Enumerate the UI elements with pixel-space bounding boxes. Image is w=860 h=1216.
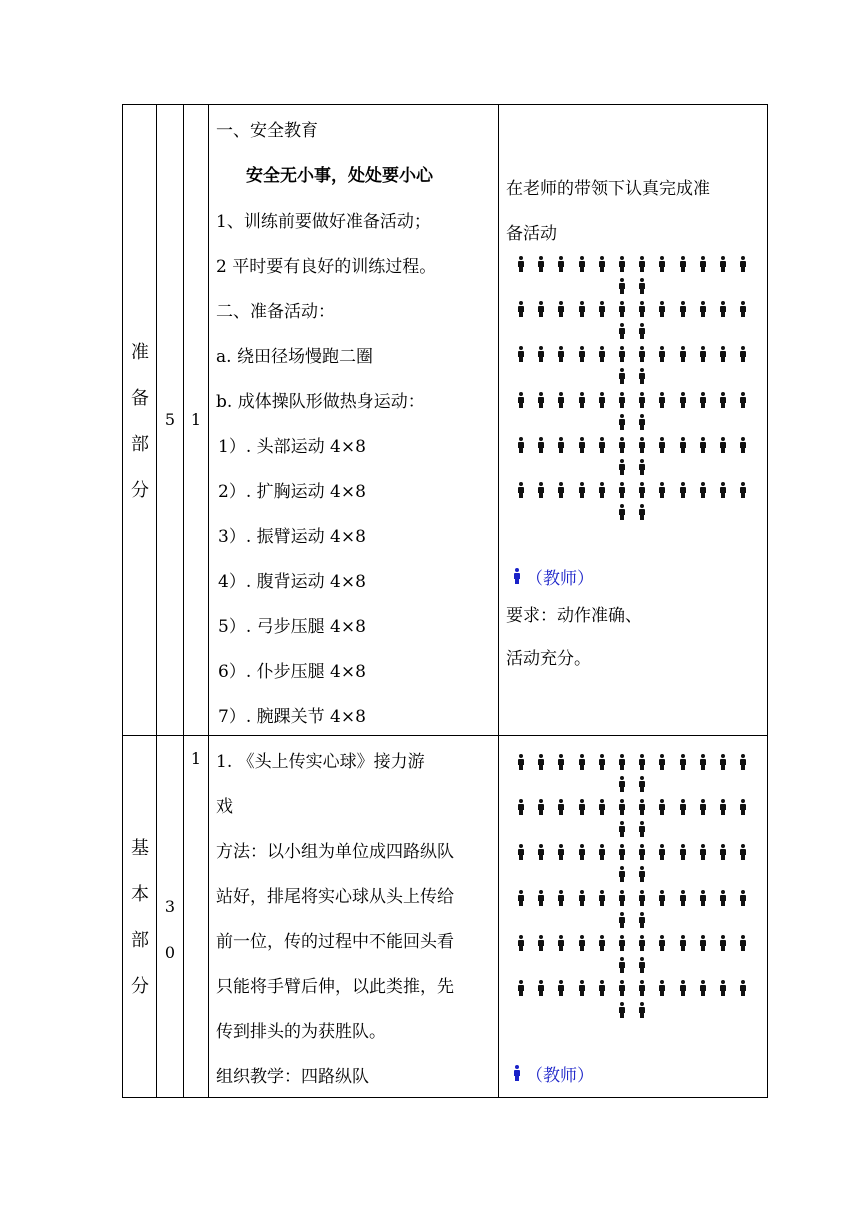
student-icon xyxy=(619,957,625,973)
student-icon xyxy=(639,414,645,430)
student-icon xyxy=(619,392,625,408)
student-icon xyxy=(639,459,645,475)
student-icon xyxy=(619,301,625,317)
student-icon xyxy=(680,890,686,906)
content-line: 1、训练前要做好准备活动； xyxy=(216,212,431,232)
content-line: a. 绕田径场慢跑二圈 xyxy=(216,347,373,367)
col-border-5 xyxy=(498,104,499,1098)
student-icon xyxy=(558,392,564,408)
student-icon xyxy=(720,392,726,408)
student-icon xyxy=(579,890,585,906)
content-line: 传到排头的为获胜队。 xyxy=(216,1022,386,1042)
student-icon xyxy=(659,256,665,272)
student-icon xyxy=(639,821,645,837)
student-icon xyxy=(639,482,645,498)
student-icon xyxy=(659,844,665,860)
student-icon xyxy=(659,392,665,408)
student-icon xyxy=(619,776,625,792)
section-label-prep: 准 备 部 分 xyxy=(131,342,149,501)
student-icon xyxy=(619,866,625,882)
student-icon xyxy=(599,346,605,362)
student-icon xyxy=(558,754,564,770)
student-icon xyxy=(619,504,625,520)
student-icon xyxy=(740,844,746,860)
student-icon xyxy=(680,980,686,996)
student-icon xyxy=(680,301,686,317)
student-icon xyxy=(720,935,726,951)
student-icon xyxy=(619,368,625,384)
teacher-icon xyxy=(514,1065,520,1081)
student-icon xyxy=(558,437,564,453)
student-icon xyxy=(599,392,605,408)
student-icon xyxy=(599,799,605,815)
student-icon xyxy=(579,437,585,453)
student-icon xyxy=(619,912,625,928)
content-line: 2 平时要有良好的训练过程。 xyxy=(216,257,437,277)
student-icon xyxy=(579,980,585,996)
student-icon xyxy=(720,844,726,860)
student-icon xyxy=(639,844,645,860)
student-icon xyxy=(619,754,625,770)
content-line: 2）. 扩胸运动 4×8 xyxy=(218,482,366,502)
student-icon xyxy=(740,301,746,317)
student-icon xyxy=(680,482,686,498)
student-icon xyxy=(700,256,706,272)
student-icon xyxy=(619,437,625,453)
content-line: 5）. 弓步压腿 4×8 xyxy=(218,617,366,637)
student-icon xyxy=(639,912,645,928)
student-icon xyxy=(720,482,726,498)
student-icon xyxy=(599,754,605,770)
student-icon xyxy=(538,346,544,362)
requirement-line: 要求：动作准确、 xyxy=(506,606,642,626)
student-icon xyxy=(700,844,706,860)
student-icon xyxy=(518,301,524,317)
student-icon xyxy=(518,844,524,860)
student-icon xyxy=(720,799,726,815)
student-icon xyxy=(538,301,544,317)
student-icon xyxy=(619,980,625,996)
student-icon xyxy=(579,392,585,408)
student-icon xyxy=(538,437,544,453)
student-icon xyxy=(538,935,544,951)
main-count: 1 xyxy=(190,749,202,768)
student-icon xyxy=(700,754,706,770)
student-icon xyxy=(740,256,746,272)
student-icon xyxy=(700,935,706,951)
content-line: 只能将手臂后伸，以此类推，先 xyxy=(216,977,454,997)
student-icon xyxy=(740,437,746,453)
student-icon xyxy=(659,799,665,815)
student-icon xyxy=(740,980,746,996)
student-icon xyxy=(659,890,665,906)
student-icon xyxy=(639,323,645,339)
student-icon xyxy=(639,935,645,951)
student-icon xyxy=(700,437,706,453)
prep-count: 1 xyxy=(190,410,202,429)
main-duration: 3 0 xyxy=(164,897,176,962)
table-top-border xyxy=(122,104,768,105)
student-icon xyxy=(740,482,746,498)
student-icon xyxy=(538,799,544,815)
student-icon xyxy=(740,392,746,408)
student-icon xyxy=(518,980,524,996)
student-icon xyxy=(700,980,706,996)
student-icon xyxy=(538,754,544,770)
student-icon xyxy=(619,256,625,272)
student-icon xyxy=(558,799,564,815)
row-divider xyxy=(122,735,768,736)
content-line: 站好，排尾将实心球从头上传给 xyxy=(216,887,454,907)
student-icon xyxy=(639,301,645,317)
student-icon xyxy=(619,323,625,339)
requirement-line: 活动充分。 xyxy=(506,649,591,669)
student-icon xyxy=(720,437,726,453)
student-icon xyxy=(619,844,625,860)
col-border-6 xyxy=(767,104,768,1098)
student-icon xyxy=(639,799,645,815)
content-line: 方法：以小组为单位成四路纵队 xyxy=(216,842,454,862)
student-icon xyxy=(639,866,645,882)
student-icon xyxy=(599,890,605,906)
student-icon xyxy=(740,890,746,906)
student-icon xyxy=(518,890,524,906)
student-icon xyxy=(680,346,686,362)
student-icon xyxy=(639,368,645,384)
student-icon xyxy=(619,278,625,294)
student-icon xyxy=(639,504,645,520)
student-icon xyxy=(740,754,746,770)
student-icon xyxy=(579,935,585,951)
student-icon xyxy=(538,392,544,408)
teacher-icon xyxy=(514,568,520,584)
right-intro-line: 备活动 xyxy=(506,224,557,244)
student-icon xyxy=(700,482,706,498)
student-icon xyxy=(639,256,645,272)
student-icon xyxy=(659,346,665,362)
student-icon xyxy=(639,754,645,770)
student-icon xyxy=(720,890,726,906)
student-icon xyxy=(599,844,605,860)
lesson-plan-table xyxy=(122,104,768,1098)
student-icon xyxy=(558,346,564,362)
student-icon xyxy=(680,799,686,815)
section-label-main: 基 本 部 分 xyxy=(131,838,149,997)
student-icon xyxy=(599,980,605,996)
student-icon xyxy=(639,278,645,294)
right-intro-line: 在老师的带领下认真完成准 xyxy=(506,179,710,199)
student-icon xyxy=(619,482,625,498)
content-line: 安全无小事，处处要小心 xyxy=(246,166,433,186)
student-icon xyxy=(518,437,524,453)
student-icon xyxy=(579,799,585,815)
student-icon xyxy=(518,935,524,951)
student-icon xyxy=(740,346,746,362)
student-icon xyxy=(579,256,585,272)
content-line: 二、准备活动： xyxy=(216,302,335,322)
student-icon xyxy=(720,256,726,272)
student-icon xyxy=(599,301,605,317)
content-line: 7）. 腕踝关节 4×8 xyxy=(218,707,366,727)
student-icon xyxy=(558,256,564,272)
student-icon xyxy=(740,799,746,815)
student-icon xyxy=(639,392,645,408)
student-icon xyxy=(579,482,585,498)
student-icon xyxy=(639,776,645,792)
content-line: 4）. 腹背运动 4×8 xyxy=(218,572,366,592)
student-icon xyxy=(619,1002,625,1018)
student-icon xyxy=(538,980,544,996)
student-icon xyxy=(619,890,625,906)
student-icon xyxy=(680,437,686,453)
student-icon xyxy=(720,754,726,770)
content-line: 6）. 仆步压腿 4×8 xyxy=(218,662,366,682)
student-icon xyxy=(700,890,706,906)
student-icon xyxy=(700,301,706,317)
student-icon xyxy=(538,482,544,498)
student-icon xyxy=(518,346,524,362)
teacher-label: （教师） xyxy=(526,1066,594,1086)
student-icon xyxy=(599,256,605,272)
col-border-4 xyxy=(208,104,209,1098)
student-icon xyxy=(680,392,686,408)
student-icon xyxy=(619,346,625,362)
student-icon xyxy=(659,301,665,317)
content-line: 3）. 振臂运动 4×8 xyxy=(218,527,366,547)
teacher-label: （教师） xyxy=(526,569,594,589)
content-line: 1. 《头上传实心球》接力游 xyxy=(216,752,425,772)
student-icon xyxy=(639,1002,645,1018)
student-icon xyxy=(720,301,726,317)
content-line: 1）. 头部运动 4×8 xyxy=(218,437,366,457)
col-border-1 xyxy=(122,104,123,1098)
student-icon xyxy=(639,957,645,973)
student-icon xyxy=(659,482,665,498)
content-line: 戏 xyxy=(216,797,233,817)
student-icon xyxy=(558,890,564,906)
student-icon xyxy=(558,482,564,498)
col-border-2 xyxy=(156,104,157,1098)
student-icon xyxy=(639,346,645,362)
student-icon xyxy=(639,890,645,906)
student-icon xyxy=(619,935,625,951)
student-icon xyxy=(639,980,645,996)
student-icon xyxy=(558,980,564,996)
student-icon xyxy=(558,844,564,860)
student-icon xyxy=(680,844,686,860)
student-icon xyxy=(518,392,524,408)
student-icon xyxy=(579,346,585,362)
student-icon xyxy=(579,844,585,860)
student-icon xyxy=(599,935,605,951)
student-icon xyxy=(518,754,524,770)
student-icon xyxy=(558,935,564,951)
content-line: b. 成体操队形做热身运动： xyxy=(216,392,425,412)
content-line: 前一位，传的过程中不能回头看 xyxy=(216,932,454,952)
student-icon xyxy=(579,301,585,317)
student-icon xyxy=(558,301,564,317)
student-icon xyxy=(740,935,746,951)
col-border-3 xyxy=(183,104,184,1098)
prep-duration: 5 xyxy=(164,410,176,429)
student-icon xyxy=(619,821,625,837)
student-icon xyxy=(518,799,524,815)
student-icon xyxy=(619,799,625,815)
student-icon xyxy=(518,256,524,272)
student-icon xyxy=(619,459,625,475)
student-icon xyxy=(700,799,706,815)
student-icon xyxy=(518,482,524,498)
student-icon xyxy=(680,754,686,770)
student-icon xyxy=(680,935,686,951)
student-icon xyxy=(599,437,605,453)
student-icon xyxy=(700,392,706,408)
student-icon xyxy=(538,256,544,272)
student-icon xyxy=(538,890,544,906)
student-icon xyxy=(720,346,726,362)
student-icon xyxy=(619,414,625,430)
student-icon xyxy=(579,754,585,770)
student-icon xyxy=(700,346,706,362)
student-icon xyxy=(538,844,544,860)
content-line: 组织教学：四路纵队 xyxy=(216,1067,369,1087)
student-icon xyxy=(659,754,665,770)
student-icon xyxy=(639,437,645,453)
student-icon xyxy=(680,256,686,272)
table-bottom-border xyxy=(122,1097,768,1098)
student-icon xyxy=(720,980,726,996)
content-line: 一、安全教育 xyxy=(216,121,318,141)
student-icon xyxy=(659,980,665,996)
student-icon xyxy=(659,935,665,951)
student-icon xyxy=(659,437,665,453)
student-icon xyxy=(599,482,605,498)
